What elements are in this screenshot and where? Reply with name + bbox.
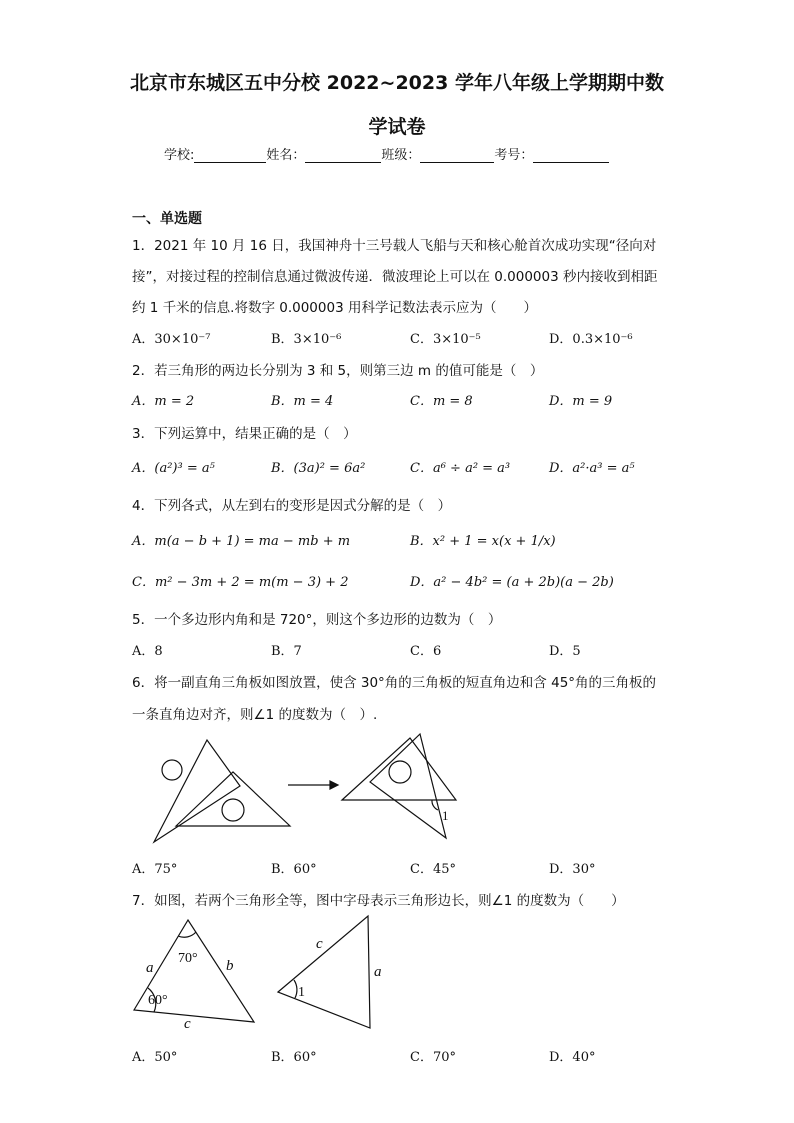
name-blank[interactable] [305, 148, 381, 163]
q3-option-b[interactable]: B．(3a)² = 6a² [271, 461, 366, 476]
q3-option-a[interactable]: A．(a²)³ = a⁵ [132, 461, 215, 476]
q6-hole-circle [162, 760, 182, 780]
q2-option-d[interactable]: D．m = 9 [549, 394, 613, 409]
q7-option-d[interactable]: D．40° [549, 1050, 596, 1065]
q2-option-a[interactable]: A．m = 2 [132, 394, 195, 409]
q6-angle-label: 1 [442, 808, 449, 823]
q1-option-a[interactable]: A．30×10⁻⁷ [132, 332, 211, 347]
q7-stem: 7．如图，若两个三角形全等，图中字母表示三角形边长，则∠1 的度数为（ ） [132, 893, 625, 909]
q7-side-a: a [146, 960, 154, 976]
q5-option-a[interactable]: A．8 [132, 644, 163, 659]
q7-side-b: b [226, 958, 234, 974]
q7-triangle-right [278, 916, 370, 1028]
q4-option-a[interactable]: A．m(a − b + 1) = ma − mb + m [132, 534, 351, 549]
q5-option-d[interactable]: D．5 [549, 644, 581, 659]
q6-line1: 6．将一副直角三角板如图放置，使含 30°角的三角板的短直角边和含 45°角的三角板的 [132, 675, 657, 691]
q6-combined-30-shape [370, 734, 446, 838]
q7-option-c[interactable]: C．70° [410, 1050, 456, 1065]
q5-option-b[interactable]: B．7 [271, 644, 302, 659]
q7-side-a-right: a [374, 964, 382, 980]
q7-label-60: 60° [148, 993, 168, 1008]
school-label: 学校: [164, 148, 195, 163]
q5-stem: 5．一个多边形内角和是 720°，则这个多边形的边数为（ ） [132, 612, 502, 628]
q7-side-c-right: c [316, 936, 323, 952]
q1-option-d[interactable]: D．0.3×10⁻⁶ [549, 332, 633, 347]
school-blank[interactable] [194, 148, 266, 163]
q6-figure [130, 730, 470, 848]
q1-line3: 约 1 千米的信息.将数字 0.000003 用科学记数法表示应为（ ） [132, 300, 537, 316]
q2-stem: 2．若三角形的两边长分别为 3 和 5，则第三边 m 的值可能是（ ） [132, 363, 544, 379]
q2-option-c[interactable]: C．m = 8 [410, 394, 473, 409]
q1-option-c[interactable]: C．3×10⁻⁵ [410, 332, 481, 347]
q4-option-c[interactable]: C．m² − 3m + 2 = m(m − 3) + 2 [132, 575, 349, 590]
number-label: 考号： [494, 148, 534, 163]
q6-line2: 一条直角边对齐，则∠1 的度数为（ ）. [132, 707, 378, 723]
class-label: 班级： [381, 148, 421, 163]
q6-option-d[interactable]: D．30° [549, 862, 596, 877]
q1-line1: 1．2021 年 10 月 16 日，我国神舟十三号载人飞船与天和核心舱首次成功实现“径向对 [132, 238, 657, 254]
q6-option-a[interactable]: A．75° [132, 862, 178, 877]
q6-hole-circle [389, 761, 411, 783]
q3-stem: 3．下列运算中，结果正确的是（ ） [132, 426, 357, 442]
q4-option-d[interactable]: D．a² − 4b² = (a + 2b)(a − 2b) [410, 575, 614, 590]
q7-figure [130, 912, 400, 1036]
q3-option-d[interactable]: D．a²·a³ = a⁵ [549, 461, 635, 476]
q7-option-b[interactable]: B．60° [271, 1050, 317, 1065]
q6-hole-circle [222, 799, 244, 821]
page-title-line1: 北京市东城区五中分校 2022~2023 学年八年级上学期期中数 [130, 72, 664, 94]
class-blank[interactable] [420, 148, 494, 163]
page-title-line2: 学试卷 [368, 116, 426, 138]
q4-stem: 4．下列各式，从左到右的变形是因式分解的是（ ） [132, 498, 452, 514]
q1-line2: 接”，对接过程的控制信息通过微波传递．微波理论上可以在 0.000003 秒内接收到相距 [132, 269, 658, 285]
q7-side-c: c [184, 1016, 191, 1032]
q6-combined-45-shape [342, 738, 456, 800]
q7-angle-arc-1 [294, 980, 297, 998]
number-blank[interactable] [533, 148, 609, 163]
q2-option-b[interactable]: B．m = 4 [271, 394, 334, 409]
q5-option-c[interactable]: C．6 [410, 644, 442, 659]
q6-option-c[interactable]: C．45° [410, 862, 456, 877]
q6-option-b[interactable]: B．60° [271, 862, 317, 877]
q1-option-b[interactable]: B．3×10⁻⁶ [271, 332, 342, 347]
q4-option-b[interactable]: B．x² + 1 = x(x + 1/x) [410, 534, 556, 549]
student-info-row [164, 144, 609, 163]
q6-arrowhead-icon [330, 781, 338, 789]
q6-triangle-30-shape [154, 740, 240, 842]
section-heading: 一、单选题 [132, 211, 202, 227]
name-label: 姓名： [266, 148, 306, 163]
q3-option-c[interactable]: C．a⁶ ÷ a² = a³ [410, 461, 511, 476]
q7-angle-1-label: 1 [298, 985, 305, 1000]
q7-option-a[interactable]: A．50° [132, 1050, 178, 1065]
q7-label-70: 70° [178, 951, 198, 966]
